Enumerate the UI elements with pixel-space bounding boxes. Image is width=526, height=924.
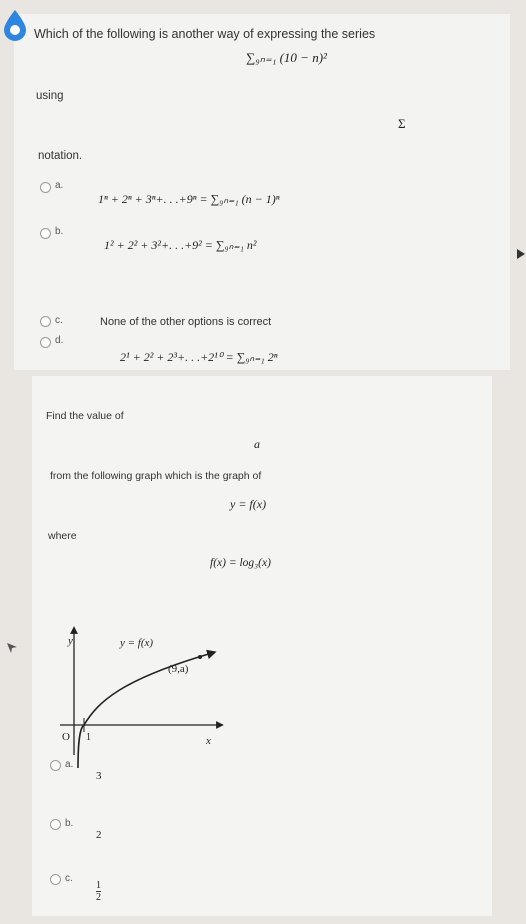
q2-option-c-fraction[interactable] (96, 880, 101, 903)
question-text: Which of the following is another way of expressing the series (34, 27, 376, 41)
option-a-letter: a. (55, 180, 64, 191)
notation-label: notation. (38, 150, 83, 162)
option-c-text[interactable]: None of the other options is correct (100, 316, 272, 328)
water-drop-icon (0, 8, 30, 42)
point-label: (9,a) (168, 663, 189, 675)
sigma-symbol: Σ (398, 116, 406, 131)
q2-option-b-radio[interactable] (50, 819, 61, 830)
fraction-numerator: 1 (96, 880, 101, 891)
y-axis-label: y (68, 635, 73, 647)
option-d-expression[interactable]: 2¹ + 2² + 2³+. . .+2¹⁰ = ∑₉ₙ₌₁ 2ⁿ (120, 350, 278, 364)
log-curve (78, 653, 212, 768)
x-axis-label: x (206, 735, 211, 747)
tick-one-label: 1 (86, 732, 91, 743)
log-graph (40, 620, 230, 770)
option-b-radio[interactable] (40, 228, 51, 239)
option-a-expression[interactable]: 1ⁿ + 2ⁿ + 3ⁿ+. . .+9ⁿ = ∑₉ₙ₌₁ (n − 1)ⁿ (98, 192, 280, 206)
log-definition: f(x) = log₃(x) (210, 557, 271, 569)
fraction-denominator: 2 (96, 892, 101, 903)
curve-label: y = f(x) (120, 637, 154, 649)
variable-a: a (254, 437, 260, 451)
option-a-radio[interactable] (40, 182, 51, 193)
q2-option-b-value[interactable]: 2 (96, 829, 102, 841)
origin-label: O (62, 731, 70, 743)
q2-option-a-letter: a. (65, 759, 74, 770)
option-b-expression[interactable]: 1² + 2² + 3²+. . .+9² = ∑₉ₙ₌₁ n² (104, 238, 257, 252)
page-edge-arrow-icon (516, 248, 526, 260)
point-9-a (198, 655, 202, 659)
q2-option-a-value[interactable]: 3 (96, 770, 102, 782)
q2-option-b-letter: b. (65, 818, 74, 829)
option-b-letter: b. (55, 226, 64, 237)
option-d-radio[interactable] (40, 337, 51, 348)
option-c-letter: c. (55, 315, 63, 326)
find-value-label: Find the value of (46, 410, 124, 422)
cursor-arrow-icon (6, 642, 18, 654)
option-d-letter: d. (55, 335, 64, 346)
option-c-radio[interactable] (40, 316, 51, 327)
q2-option-c-letter: c. (65, 873, 73, 884)
series-expression: ∑₉ₙ₌₁ (10 − n)² (246, 50, 327, 65)
function-equation: y = f(x) (230, 497, 267, 511)
graph-description: from the following graph which is the graph of (50, 470, 262, 482)
q2-option-a-radio[interactable] (50, 760, 61, 771)
q2-option-c-radio[interactable] (50, 874, 61, 885)
where-label: where (48, 530, 77, 542)
using-label: using (36, 90, 64, 102)
